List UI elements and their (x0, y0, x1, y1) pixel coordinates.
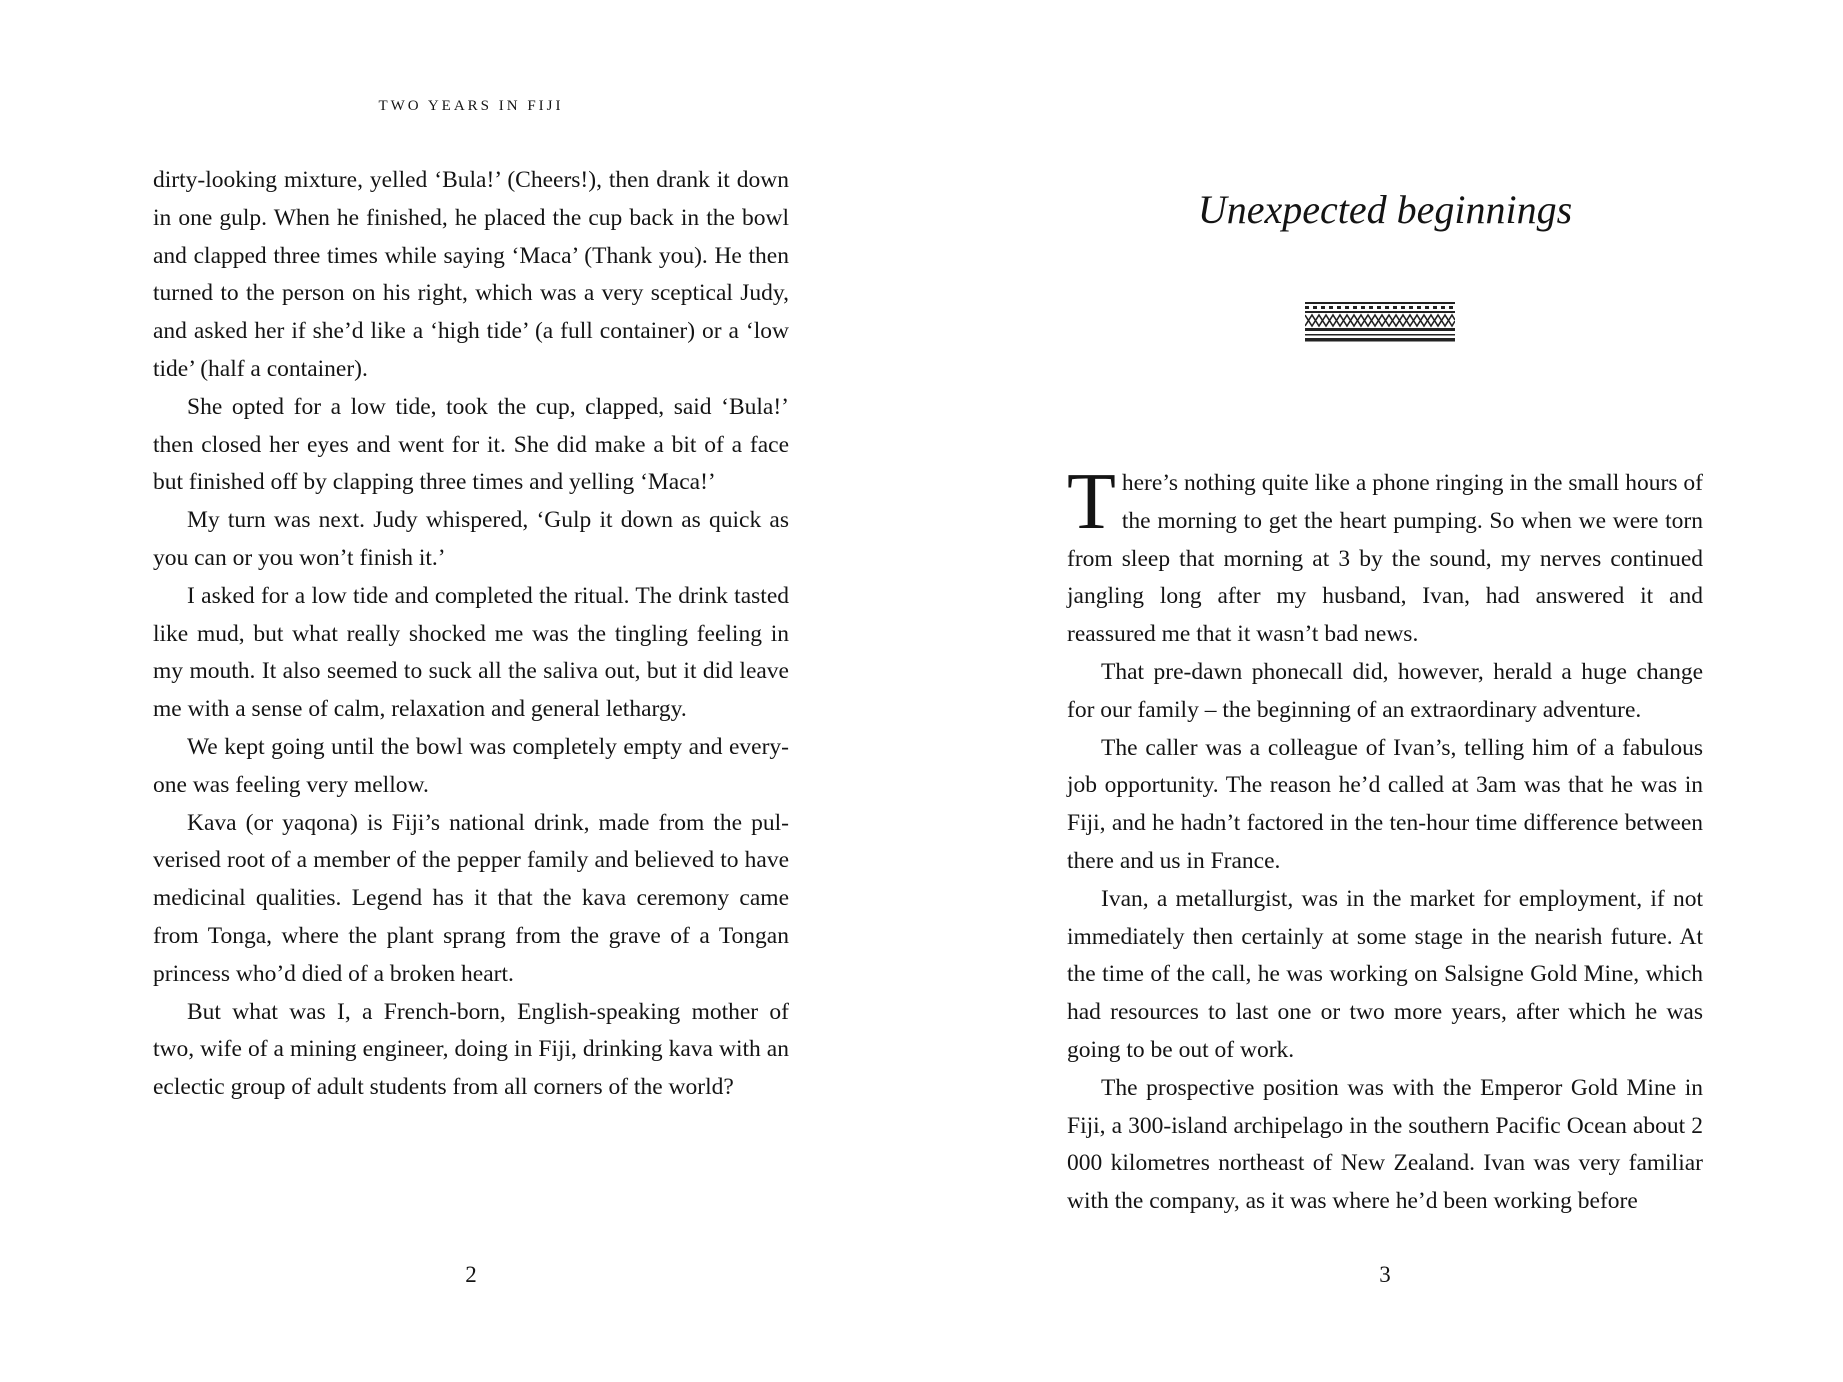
paragraph: She opted for a low tide, took the cup, clapped, said ‘Bula!’ then closed her eyes and went for it. She did make a bit of a face but finished off by clapping three times and yelling ‘Maca!’ (153, 393, 789, 496)
paragraph: The prospective position was with the Emperor Gold Mine in Fiji, a 300-island archipelago in the southern Pacific Ocean about 2 000 kilometres northeast of New Zealand. Ivan was very familiar with the company, as it was where he’d been working before (1067, 1074, 1703, 1215)
right-page (921, 0, 1843, 1382)
paragraph: I asked for a low tide and completed the ritual. The drink tasted like mud, but what really shocked me was the tingling feeling in my mouth. It also seemed to suck all the saliva out, but it did leave me with a sense of calm, relaxation and general lethargy. (153, 582, 789, 723)
paragraph: Ivan, a metallurgist, was in the market for employment, if not immediately then certainly at some stage in the nearish future. At the time of the call, he was working on Salsigne Gold Mine, which had resources to last one or two more years, after which he was going to be out of work. (1067, 885, 1703, 1063)
paragraph (1067, 458, 1703, 654)
running-head: TWO YEARS IN FIJI (378, 98, 564, 114)
paragraph: That pre-dawn phonecall did, however, herald a huge change for our family – the beginning of an extraordinary adventure. (1067, 658, 1703, 723)
body-text (1067, 458, 1703, 1221)
chapter-title: Unexpected beginnings (1197, 187, 1573, 232)
left-page (0, 0, 921, 1382)
page-number: 2 (465, 1262, 477, 1287)
paragraph-text: here’s nothing quite like a phone ringing in the small hours of the morning to get the heart pumping. So when we were torn from sleep that morning at 3 by the sound, my nerves continued jangling long after my husband, Ivan, had answered it and reassured me that it wasn’t bad news. (1067, 470, 1703, 648)
tribal-ornament-icon (1305, 302, 1455, 342)
paragraph: dirty-looking mixture, yelled ‘Bula!’ (Cheers!), then drank it down in one gulp. When he finished, he placed the cup back in the bowl and clapped three times while saying ‘Maca’ (Thank you). He then turned to the person on his right, which was a very sceptical Judy, and asked her if she’d like a ‘high tide’ (a full container) or a ‘low tide’ (half a container). (153, 167, 789, 382)
paragraph: We kept going until the bowl was completely empty and everyone was feeling very mellow. (153, 733, 789, 798)
paragraph: But what was I, a French-born, English-speaking mother of two, wife of a mining engineer, doing in Fiji, drinking kava with an eclectic group of adult students from all corners of the world? (153, 998, 789, 1101)
paragraph: Kava (or yaqona) is Fiji’s national drink, made from the pulverised root of a member of the pepper family and believed to have medicinal qualities. Legend has it that the kava ceremony came from Tonga, where the plant sprang from the grave of a Tongan princess who’d died of a broken heart. (153, 809, 789, 987)
page-number: 3 (1379, 1262, 1391, 1287)
paragraph: My turn was next. Judy whispered, ‘Gulp it down as quick as you can or you won’t finish it.’ (153, 507, 789, 571)
paragraph: The caller was a colleague of Ivan’s, telling him of a fabulous job opportunity. The reason he’d called at 3am was that he was in Fiji, and he hadn’t factored in the ten-hour time difference between there and us in France. (1067, 734, 1703, 874)
drop-cap: T (1067, 458, 1116, 546)
body-text (153, 162, 789, 1107)
